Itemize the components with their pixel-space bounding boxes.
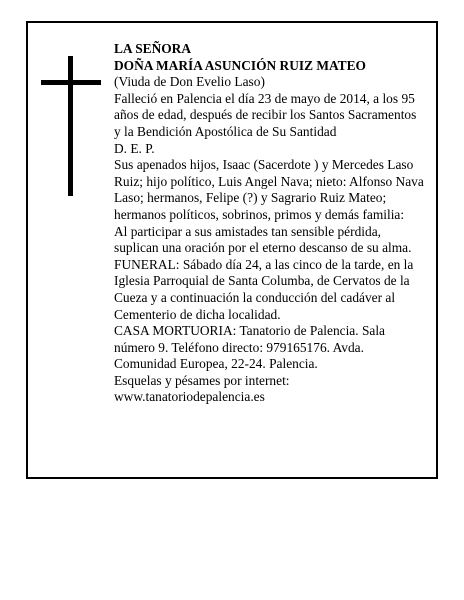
mortuary-details: CASA MORTUORIA: Tanatorio de Palencia. Sala número 9. Teléfono directo: 979165176. Avda. Comunidad Europea, 22-24. Palencia.: [114, 323, 385, 372]
cross-horizontal-bar: [41, 80, 101, 85]
rip-line: D. E. P.: [114, 140, 155, 156]
funeral-details: FUNERAL: Sábado día 24, a las cinco de la tarde, en la Iglesia Parroquial de Santa Columba, de Cervatos de la Cueza y a continuación la conducción del cadáver al Cementerio de dicha localidad.: [114, 256, 414, 322]
cross-vertical-bar: [68, 56, 73, 196]
website-link[interactable]: www.tanatoriodepalencia.es: [114, 389, 265, 405]
widow-line: (Viuda de Don Evelio Laso): [114, 74, 265, 90]
online-condolences-label: Esquelas y pésames por internet:: [114, 372, 290, 388]
family-paragraph: Sus apenados hijos, Isaac (Sacerdote ) y Mercedes Laso Ruiz; hijo político, Luis Angel Nava; nieto: Alfonso Nava Laso; hermanos, Felipe (?) y Sagrario Ruiz Mateo; hermanos políticos, sobrinos, primos y demás familia:: [114, 157, 424, 222]
obituary-text: [114, 41, 426, 406]
prayer-request: Al participar a sus amistades tan sensible pérdida, suplican una oración por el eterno descanso de su alma.: [114, 223, 412, 256]
notice-title-line-2: DOÑA MARÍA ASUNCIÓN RUIZ MATEO: [114, 57, 366, 73]
notice-title-line-1: LA SEÑORA: [114, 41, 192, 56]
latin-cross-icon: [28, 23, 108, 223]
obituary-notice-frame: [26, 21, 438, 479]
death-announcement: Falleció en Palencia el día 23 de mayo de 2014, a los 95 años de edad, después de recibir los Santos Sacramentos y la Bendición Apostólica de Su Santidad: [114, 90, 417, 139]
